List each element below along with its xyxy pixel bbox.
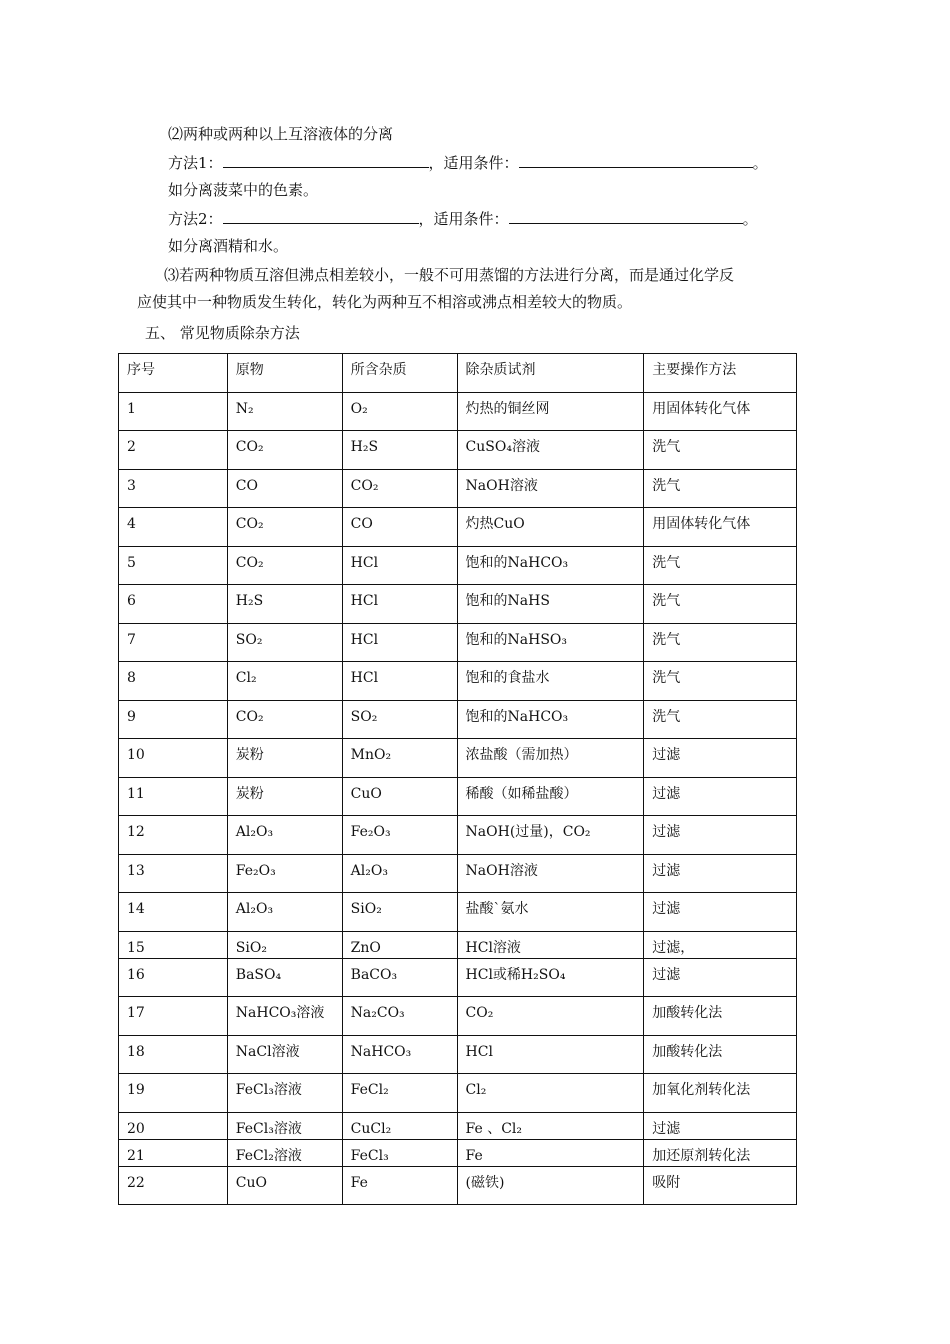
row-index: 11 <box>119 777 228 816</box>
row-substance: SiO₂ <box>227 931 342 958</box>
method-2-condition-blank[interactable] <box>509 208 743 224</box>
row-index: 19 <box>119 1074 228 1113</box>
row-substance: FeCl₃溶液 <box>227 1112 342 1139</box>
row-index: 3 <box>119 469 228 508</box>
row-method: 加酸转化法 <box>644 997 797 1036</box>
row-reagent: 饱和的NaHCO₃ <box>457 700 644 739</box>
row-method: 过滤 <box>644 958 797 997</box>
row-method: 洗气 <box>644 546 797 585</box>
header-index: 序号 <box>119 354 228 393</box>
table-row <box>119 816 797 855</box>
row-method: 加氧化剂转化法 <box>644 1074 797 1113</box>
row-reagent: 饱和的NaHSO₃ <box>457 623 644 662</box>
table-row <box>119 1166 797 1204</box>
table-row <box>119 931 797 958</box>
section-heading: 五、 常见物质除杂方法 <box>145 324 300 342</box>
row-impurity: MnO₂ <box>342 739 457 778</box>
row-reagent: CO₂ <box>457 997 644 1036</box>
row-reagent: HCl或稀H₂SO₄ <box>457 958 644 997</box>
row-index: 6 <box>119 585 228 624</box>
row-impurity: FeCl₃ <box>342 1139 457 1166</box>
row-reagent: HCl溶液 <box>457 931 644 958</box>
row-impurity: NaHCO₃ <box>342 1035 457 1074</box>
row-method: 用固体转化气体 <box>644 508 797 547</box>
row-index: 16 <box>119 958 228 997</box>
row-substance: NaCl溶液 <box>227 1035 342 1074</box>
row-substance: BaSO₄ <box>227 958 342 997</box>
row-index: 15 <box>119 931 228 958</box>
row-method: 加还原剂转化法 <box>644 1139 797 1166</box>
method-2-condition-label: ，适用条件： <box>418 210 509 228</box>
row-reagent: 盐酸`氨水 <box>457 893 644 932</box>
method-1-label: 方法1： <box>168 154 223 172</box>
row-impurity: SO₂ <box>342 700 457 739</box>
row-method: 过滤 <box>644 854 797 893</box>
row-reagent: NaOH溶液 <box>457 469 644 508</box>
table-row <box>119 469 797 508</box>
row-reagent: 饱和的NaHS <box>457 585 644 624</box>
row-impurity: ZnO <box>342 931 457 958</box>
row-impurity: CO <box>342 508 457 547</box>
row-method: 过滤 <box>644 816 797 855</box>
row-reagent: NaOH溶液 <box>457 854 644 893</box>
row-impurity: CO₂ <box>342 469 457 508</box>
table-row <box>119 431 797 470</box>
paragraph-3-line-1: ⑶若两种物质互溶但沸点相差较小，一般不可用蒸馏的方法进行分离，而是通过化学反 <box>164 266 735 284</box>
row-method: 洗气 <box>644 469 797 508</box>
row-method: 过滤 <box>644 893 797 932</box>
method-2-end: 。 <box>742 210 758 228</box>
header-substance: 原物 <box>227 354 342 393</box>
row-impurity: HCl <box>342 623 457 662</box>
row-impurity: HCl <box>342 546 457 585</box>
row-substance: SO₂ <box>227 623 342 662</box>
table-row <box>119 854 797 893</box>
row-impurity: CuO <box>342 777 457 816</box>
method-1-line <box>168 152 768 173</box>
table-row <box>119 1035 797 1074</box>
row-substance: CO <box>227 469 342 508</box>
row-impurity: HCl <box>342 585 457 624</box>
method-2-line <box>168 208 758 229</box>
row-index: 8 <box>119 662 228 701</box>
method-1-end: 。 <box>752 154 768 172</box>
row-index: 18 <box>119 1035 228 1074</box>
row-substance: CO₂ <box>227 546 342 585</box>
row-substance: 炭粉 <box>227 777 342 816</box>
row-substance: 炭粉 <box>227 739 342 778</box>
row-index: 20 <box>119 1112 228 1139</box>
row-method: 过滤 <box>644 1112 797 1139</box>
row-substance: Al₂O₃ <box>227 816 342 855</box>
row-impurity: Fe₂O₃ <box>342 816 457 855</box>
row-index: 13 <box>119 854 228 893</box>
row-substance: Al₂O₃ <box>227 893 342 932</box>
table-body <box>119 354 797 1205</box>
row-method: 过滤， <box>644 931 797 958</box>
impurity-removal-table <box>118 353 797 1205</box>
table-row <box>119 958 797 997</box>
row-index: 9 <box>119 700 228 739</box>
row-method: 加酸转化法 <box>644 1035 797 1074</box>
row-index: 10 <box>119 739 228 778</box>
row-substance: N₂ <box>227 392 342 431</box>
row-substance: H₂S <box>227 585 342 624</box>
method-2-label: 方法2： <box>168 210 223 228</box>
table-row <box>119 893 797 932</box>
row-method: 过滤 <box>644 739 797 778</box>
row-reagent: Fe 、Cl₂ <box>457 1112 644 1139</box>
row-substance: NaHCO₃溶液 <box>227 997 342 1036</box>
row-impurity: Al₂O₃ <box>342 854 457 893</box>
row-method: 洗气 <box>644 662 797 701</box>
row-substance: CO₂ <box>227 431 342 470</box>
row-substance: CuO <box>227 1166 342 1204</box>
header-reagent: 除杂质试剂 <box>457 354 644 393</box>
example-1: 如分离菠菜中的色素。 <box>168 181 319 199</box>
table-row <box>119 623 797 662</box>
table-row <box>119 700 797 739</box>
row-index: 5 <box>119 546 228 585</box>
row-index: 7 <box>119 623 228 662</box>
table-row <box>119 1074 797 1113</box>
row-method: 过滤 <box>644 777 797 816</box>
row-impurity: CuCl₂ <box>342 1112 457 1139</box>
row-reagent: 灼热的铜丝网 <box>457 392 644 431</box>
table-row <box>119 739 797 778</box>
row-substance: CO₂ <box>227 508 342 547</box>
table-row <box>119 997 797 1036</box>
header-impurity: 所含杂质 <box>342 354 457 393</box>
row-impurity: O₂ <box>342 392 457 431</box>
row-method: 洗气 <box>644 431 797 470</box>
row-method: 洗气 <box>644 700 797 739</box>
row-index: 17 <box>119 997 228 1036</box>
row-reagent: NaOH(过量)，CO₂ <box>457 816 644 855</box>
method-2-blank[interactable] <box>223 208 419 224</box>
row-method: 洗气 <box>644 623 797 662</box>
row-substance: FeCl₃溶液 <box>227 1074 342 1113</box>
row-reagent: 灼热CuO <box>457 508 644 547</box>
row-reagent: (磁铁) <box>457 1166 644 1204</box>
row-impurity: Na₂CO₃ <box>342 997 457 1036</box>
row-index: 1 <box>119 392 228 431</box>
example-2: 如分离酒精和水。 <box>168 237 289 255</box>
row-reagent: 饱和的NaHCO₃ <box>457 546 644 585</box>
row-method: 用固体转化气体 <box>644 392 797 431</box>
row-method: 吸附 <box>644 1166 797 1204</box>
row-reagent: CuSO₄溶液 <box>457 431 644 470</box>
row-reagent: Fe <box>457 1139 644 1166</box>
table-row <box>119 1112 797 1139</box>
method-1-blank[interactable] <box>223 152 429 168</box>
row-impurity: Fe <box>342 1166 457 1204</box>
row-reagent: 饱和的食盐水 <box>457 662 644 701</box>
table-row <box>119 546 797 585</box>
row-reagent: HCl <box>457 1035 644 1074</box>
row-impurity: BaCO₃ <box>342 958 457 997</box>
table-row <box>119 508 797 547</box>
row-index: 2 <box>119 431 228 470</box>
row-impurity: FeCl₂ <box>342 1074 457 1113</box>
row-reagent: 稀酸（如稀盐酸） <box>457 777 644 816</box>
row-impurity: H₂S <box>342 431 457 470</box>
table-row <box>119 1139 797 1166</box>
paragraph-3-line-2: 应使其中一种物质发生转化，转化为两种互不相溶或沸点相差较大的物质。 <box>137 293 633 311</box>
row-substance: CO₂ <box>227 700 342 739</box>
row-substance: FeCl₂溶液 <box>227 1139 342 1166</box>
row-method: 洗气 <box>644 585 797 624</box>
header-method: 主要操作方法 <box>644 354 797 393</box>
row-index: 22 <box>119 1166 228 1204</box>
row-substance: Fe₂O₃ <box>227 854 342 893</box>
row-index: 21 <box>119 1139 228 1166</box>
paragraph-liquid-separation: ⑵两种或两种以上互溶液体的分离 <box>168 125 394 143</box>
row-impurity: HCl <box>342 662 457 701</box>
table-header-row <box>119 354 797 393</box>
row-index: 12 <box>119 816 228 855</box>
method-1-condition-blank[interactable] <box>519 152 753 168</box>
row-reagent: Cl₂ <box>457 1074 644 1113</box>
row-reagent: 浓盐酸（需加热） <box>457 739 644 778</box>
row-substance: Cl₂ <box>227 662 342 701</box>
table-row <box>119 585 797 624</box>
table-row <box>119 392 797 431</box>
row-index: 4 <box>119 508 228 547</box>
row-index: 14 <box>119 893 228 932</box>
table-row <box>119 777 797 816</box>
table-row <box>119 662 797 701</box>
row-impurity: SiO₂ <box>342 893 457 932</box>
method-1-condition-label: ，适用条件： <box>428 154 519 172</box>
